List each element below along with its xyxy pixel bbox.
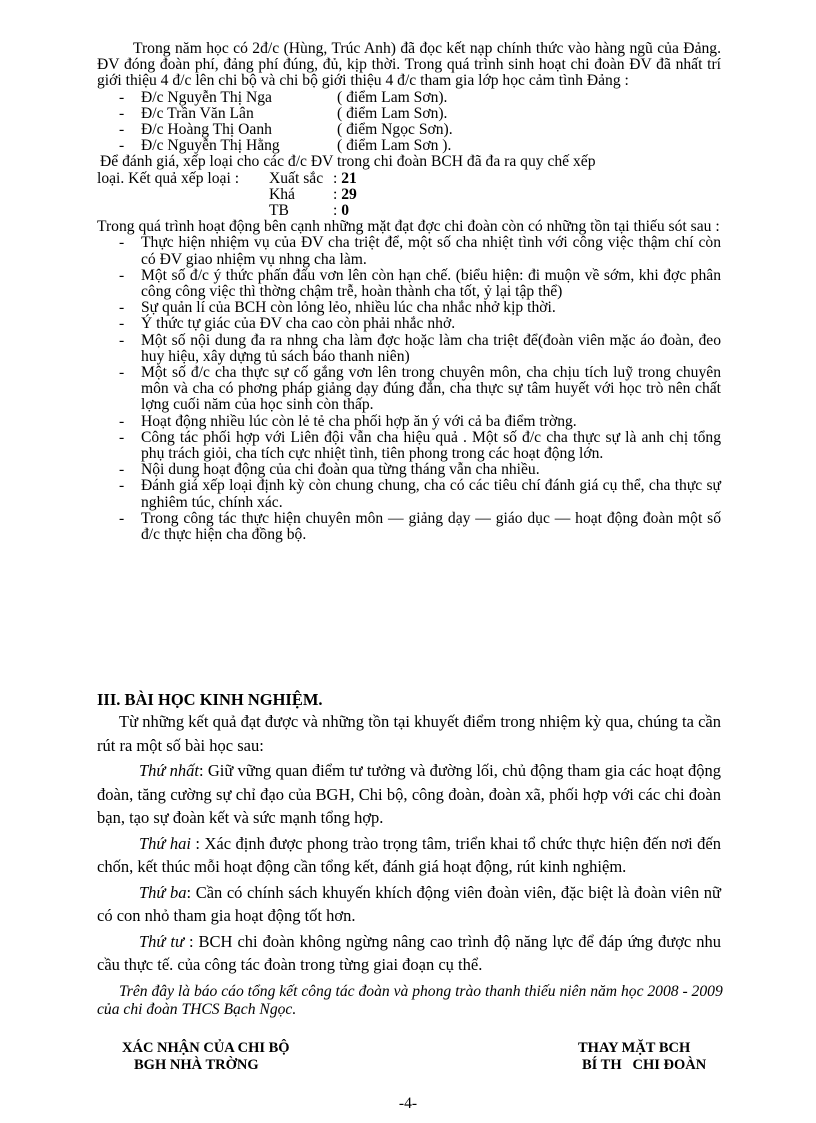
- rating-paragraph: Để đánh giá, xếp loại cho các đ/c ĐV trong chi đoàn BCH đã đa ra quy chế xếp: [100, 153, 596, 171]
- list-item-text: Ý thức tự giác của ĐV cha cao còn phải nhắc nhở.: [141, 315, 456, 333]
- lessons-section: [97, 710, 721, 977]
- list-item: - Một số đ/c cha thực sự cố gắng vơn lên trong chuyên môn, cha chịu tích luỹ trong chuyên môn và cha có phơng pháp giảng dạy đúng đắn, cha thực sự tâm huyết với học trò nên chất lợng cuối năm của học sinh còn thấp.: [119, 364, 721, 414]
- lesson-paragraph: [97, 759, 721, 830]
- score-value: 0: [341, 202, 350, 220]
- list-item: - Sự quản lí của BCH còn lỏng lẻo, nhiều lúc cha nhắc nhở kịp thời.: [119, 299, 556, 317]
- list-item-text: Một số đ/c cha thực sự cố gắng vơn lên trong chuyên môn, cha chịu tích luỹ trong chuyên môn và cha có phơng pháp giảng dạy đúng đắn, cha thực sự tâm huyết với học trò nên chất lợng cuối năm của học sinh còn thấp.: [141, 364, 721, 414]
- score-label: TB: [269, 202, 289, 220]
- signature-subtitle: BGH NHÀ TRỜNG: [134, 1057, 259, 1073]
- list-item: - Nội dung hoạt động của chi đoàn qua từng tháng vẫn cha nhiều.: [119, 461, 540, 479]
- member-list: [97, 90, 721, 155]
- list-item-text: Nội dung hoạt động của chi đoàn qua từng tháng vẫn cha nhiều.: [141, 461, 540, 479]
- signature-title: THAY MẶT BCH: [578, 1040, 691, 1056]
- lesson-label: Thứ hai: [139, 833, 191, 853]
- list-item: - Đ/c Nguyễn Thị Nga ( điểm Lam Sơn).: [119, 88, 448, 106]
- lesson-text: Xác định được phong trào trọng tâm, triển khai tổ chức thực hiện đến nơi đến chốn, kết thúc mỗi hoạt động cần tổng kết, đánh giá hoạt động, rút kinh nghiệm.: [97, 833, 721, 876]
- member-unit: ( điểm Lam Sơn).: [337, 88, 448, 106]
- lesson-label: Thứ tư: [139, 931, 184, 951]
- list-item-text: Đánh giá xếp loại định kỳ còn chung chung, cha có các tiêu chí đánh giá cụ thể, cha thực sự nghiêm túc, chính xác.: [141, 477, 721, 511]
- rating-lead: loại. Kết quả xếp loại :: [97, 169, 240, 187]
- member-name: Đ/c Hoàng Thị Oanh: [141, 121, 272, 139]
- list-item-text: Công tác phối hợp với Liên đội vẫn cha hiệu quả . Một số đ/c cha thực sự là anh chị tổng phụ trách giỏi, cha tích cực nhiệt tình, tiên phong trong các hoạt động lớn.: [141, 428, 721, 463]
- score-value: 29: [341, 185, 357, 203]
- score-row: loại. Kết quả xếp loại : Xuất sắc : 21: [97, 169, 357, 187]
- score-row: TB : 0: [269, 202, 350, 220]
- list-item-text: Một số nội dung đa ra nhng cha làm đợc hoặc làm cha triệt để(đoàn viên mặc áo đoàn, đeo huy hiệu, xây dựng tủ sách báo thanh niên): [141, 331, 721, 365]
- lesson-separator: :: [184, 931, 199, 951]
- list-item: - Một số nội dung đa ra nhng cha làm đợc hoặc làm cha triệt để(đoàn viên mặc áo đoàn, đeo huy hiệu, xây dựng tủ sách báo thanh niên): [119, 331, 721, 365]
- signature-left: [122, 1040, 290, 1074]
- section-heading: III. BÀI HỌC KINH NGHIỆM.: [97, 690, 323, 709]
- lesson-text: Giữ vững quan điểm tư tưởng và đường lối, chủ động tham gia các hoạt động đoàn, tăng cường sự chỉ đạo của BGH, Chi bộ, công đoàn, đoàn xã, phối hợp với các chi đoàn bạn, tạo sự đoàn kết và sức mạnh tổng hợp.: [97, 761, 721, 827]
- score-label: Xuất sắc: [269, 169, 324, 187]
- lesson-paragraph: [97, 930, 721, 977]
- list-item: - Đ/c Trần Văn Lân ( điểm Lam Sơn).: [119, 104, 448, 122]
- lesson-text: BCH chi đoàn không ngừng nâng cao trình độ năng lực để đáp ứng được nhu cầu thực tế. của công tác đoàn trong từng giai đoạn cụ thể.: [97, 931, 721, 974]
- signature-right: [578, 1040, 706, 1074]
- list-item: - Hoạt động nhiều lúc còn lẻ tẻ cha phối hợp ăn ý với cả ba điểm trờng.: [119, 412, 577, 430]
- lesson-separator: :: [190, 833, 205, 853]
- list-item-text: Một số đ/c ý thức phấn đấu vơn lên còn hạn chế. (biểu hiện: đi muộn về sớm, khi đợc phân công công việc thì thờng chậm trễ, hoàn thành cha tốt, ỷ lại tập thể): [141, 266, 721, 301]
- score-label: Khá: [269, 185, 295, 203]
- score-value: 21: [341, 169, 357, 187]
- lesson-label: Thứ ba: [139, 882, 187, 902]
- list-item: - Đ/c Nguyễn Thị Hằng ( điểm Lam Sơn ).: [119, 137, 452, 155]
- signature-subtitle: BÍ TH CHI ĐOÀN: [582, 1057, 707, 1073]
- member-name: Đ/c Nguyễn Thị Hằng: [141, 137, 280, 155]
- signature-title: XÁC NHẬN CỦA CHI BỘ: [122, 1040, 290, 1056]
- member-unit: ( điểm Lam Sơn ).: [337, 137, 452, 155]
- member-unit: ( điểm Lam Sơn).: [337, 104, 448, 122]
- list-item-text: Thực hiện nhiệm vụ của ĐV cha triệt để, một số cha nhiệt tình với công việc thậm chí còn có ĐV giao nhiệm vụ nhng cha làm.: [141, 234, 721, 268]
- lessons-lead: Từ những kết quả đạt được và những tồn tại khuyết điểm trong nhiệm kỳ qua, chúng ta cần rút ra một số bài học sau:: [97, 712, 721, 755]
- list-item: - Trong công tác thực hiện chuyên môn — giảng dạy — giáo dục — hoạt động đoàn một số đ/c thực hiện cha đồng bộ.: [119, 509, 721, 544]
- lesson-paragraph: [97, 832, 721, 879]
- lesson-label: Thứ nhất: [139, 761, 200, 780]
- list-item: - Một số đ/c ý thức phấn đấu vơn lên còn hạn chế. (biểu hiện: đi muộn về sớm, khi đợc phân công công việc thì thờng chậm trễ, hoàn thành cha tốt, ỷ lại tập thể): [119, 266, 721, 301]
- list-item-text: Hoạt động nhiều lúc còn lẻ tẻ cha phối hợp ăn ý với cả ba điểm trờng.: [141, 412, 577, 430]
- shortcomings-lead: Trong quá trình hoạt động bên cạnh những mặt đạt đợc chi đoàn còn có những tồn tại thiếu sót sau :: [97, 218, 720, 236]
- list-item: - Đánh giá xếp loại định kỳ còn chung chung, cha có các tiêu chí đánh giá cụ thể, cha thực sự nghiêm túc, chính xác.: [119, 477, 721, 511]
- lesson-separator: :: [186, 882, 196, 902]
- lesson-separator: :: [199, 761, 208, 780]
- lesson-paragraph: [97, 881, 721, 928]
- list-item: - Công tác phối hợp với Liên đội vẫn cha hiệu quả . Một số đ/c cha thực sự là anh chị tổng phụ trách giỏi, cha tích cực nhiệt tình, tiên phong trong các hoạt động lớn.: [119, 428, 721, 463]
- list-item: - Thực hiện nhiệm vụ của ĐV cha triệt để, một số cha nhiệt tình với công việc thậm chí còn có ĐV giao nhiệm vụ nhng cha làm.: [119, 234, 721, 268]
- shortcomings-list: [97, 235, 721, 543]
- page-number: -4-: [398, 1095, 418, 1112]
- intro-section: [97, 41, 721, 543]
- member-unit: ( điểm Ngọc Sơn).: [337, 121, 453, 139]
- closing-statement: Trên đây là báo cáo tổng kết công tác đoàn và phong trào thanh thiếu niên năm học 2008 - 2009 của chi đoàn THCS Bạch Ngọc.: [97, 983, 723, 1018]
- member-name: Đ/c Trần Văn Lân: [141, 104, 254, 122]
- score-row: Khá : 29: [269, 185, 357, 203]
- intro-paragraph: Trong năm học có 2đ/c (Hùng, Trúc Anh) đã đọc kết nạp chính thức vào hàng ngũ của Đảng. ĐV đóng đoàn phí, đảng phí đúng, đủ, kịp thời. Trong quá trình sinh hoạt chi đoàn ĐV đã nhất trí giới thiệu 4 đ/c lên chi bộ và chi bộ giới thiệu 4 đ/c tham gia lớp học cảm tình Đảng :: [97, 40, 721, 90]
- list-item: - Ý thức tự giác của ĐV cha cao còn phải nhắc nhở.: [119, 315, 456, 333]
- list-item-text: Sự quản lí của BCH còn lỏng lẻo, nhiều lúc cha nhắc nhở kịp thời.: [141, 299, 556, 317]
- list-item-text: Trong công tác thực hiện chuyên môn — giảng dạy — giáo dục — hoạt động đoàn một số đ/c thực hiện cha đồng bộ.: [141, 509, 721, 544]
- lesson-text: Cần có chính sách khuyến khích động viên đoàn viên, đặc biệt là đoàn viên nữ có con nhỏ tham gia hoạt động tốt hơn.: [97, 882, 721, 925]
- list-item: - Đ/c Hoàng Thị Oanh ( điểm Ngọc Sơn).: [119, 121, 453, 139]
- member-name: Đ/c Nguyễn Thị Nga: [141, 88, 272, 106]
